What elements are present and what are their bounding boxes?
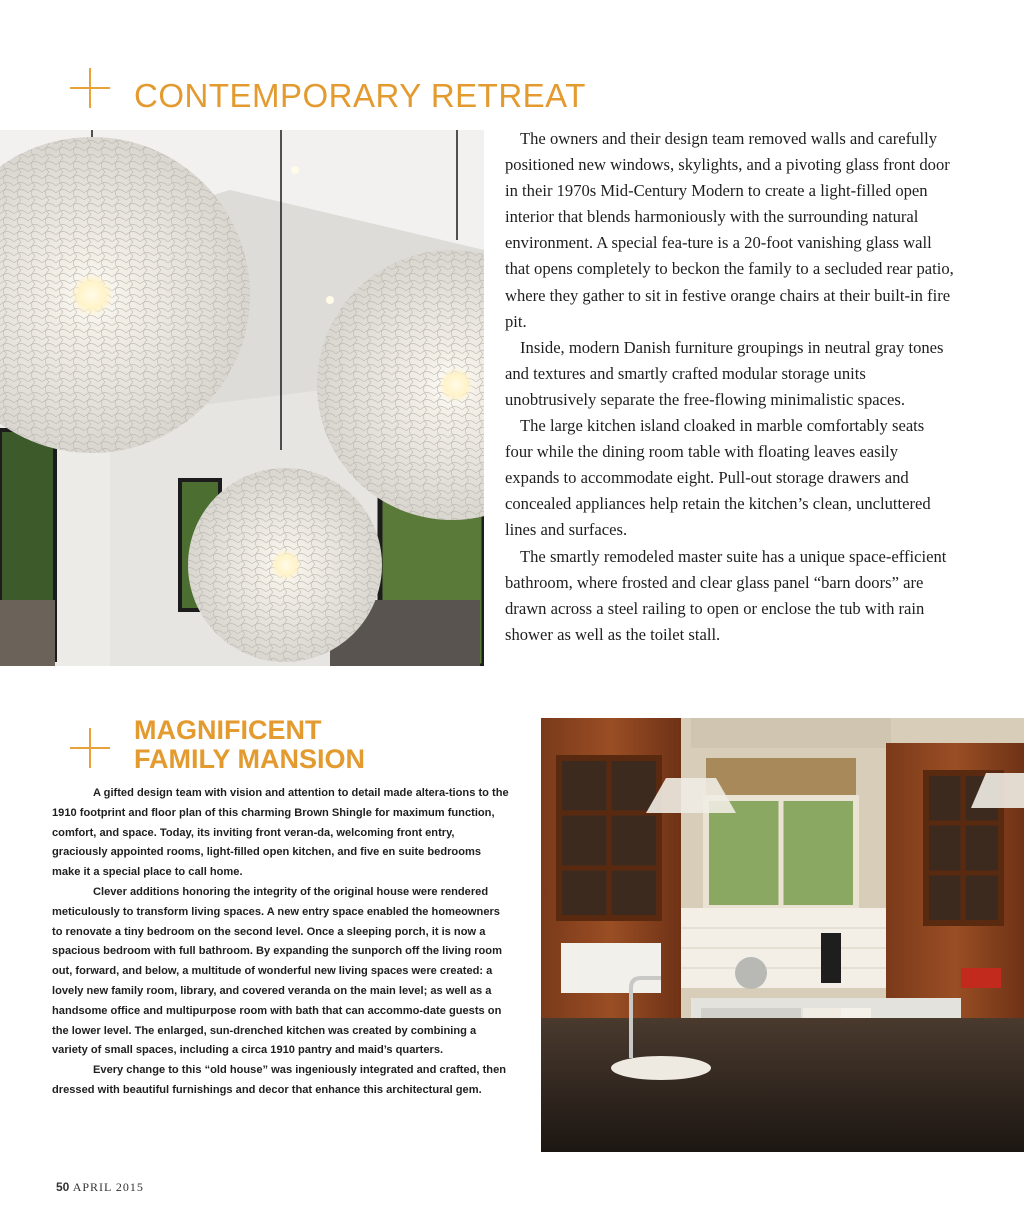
article-body-contemporary [505,126,955,648]
section-title-magnificent-family-mansion [134,716,365,774]
page-footer [56,1180,144,1195]
paragraph: The smartly remodeled master suite has a unique space-efficient bathroom, where frosted and clear glass panel “barn doors” are drawn across a steel railing to open or enclose the tub with rain shower as well as the toilet stall. [505,546,947,644]
plus-ornament-icon [70,728,110,768]
article-body-mansion [52,784,512,1101]
title-line: MAGNIFICENT [134,715,322,745]
title-line: FAMILY MANSION [134,744,366,774]
paragraph: Inside, modern Danish furniture groupings in neutral gray tones and textures and smartly crafted modular storage units unobtrusively separate the free-flowing minimalistic spaces. [505,337,944,409]
paragraph: A gifted design team with vision and attention to detail made altera-tions to the 1910 footprint and floor plan of this charming Brown Shingle for maximum function, comfort, and space. Today, its inviting front veran-da, welcoming front entry, graciously appointed rooms, light-filled open kitchen, and five en suite bedrooms make it a special place to call home. [52,787,509,879]
paragraph: The large kitchen island cloaked in marble comfortably seats four while the dining room table with floating leaves easily expands to accommodate eight. Pull-out storage drawers and concealed appliances help retain the kitchen’s clean, uncluttered lines and surfaces. [505,416,931,540]
kitchen-photo [541,718,1024,1152]
issue-date: APRIL 2015 [72,1180,144,1194]
paragraph: Clever additions honoring the integrity of the original house were rendered meticulously to transform living spaces. A new entry space enabled the homeowners to renovate a tiny bedroom on the second level. Once a sleeping porch, it is now a spacious bedroom with full bathroom. By expanding the sunporch off the living room out, forward, and below, a multitude of wonderful new living spaces were created: a lovely new family room, library, and covered veranda on the main level; as well as a handsome office and multipurpose room with bath that can accommo-date guests on the lower level. The enlarged, sun-drenched kitchen was created by combining a variety of small spaces, including a circa 1910 pantry and maid’s quarters. [52,885,502,1057]
page-number: 50 [56,1180,70,1194]
pendant-lights-photo [0,130,484,666]
paragraph: The owners and their design team removed walls and carefully positioned new windows, skylights, and a pivoting glass front door in their 1970s Mid-Century Modern to create a light-filled open interior that blends harmoniously with the surrounding natural environment. A special fea-ture is a 20-foot vanishing glass wall that opens completely to beckon the family to a secluded rear patio, where they gather to sit in festive orange chairs at their built-in fire pit. [505,129,954,331]
section-title-contemporary-retreat: CONTEMPORARY RETREAT [134,77,586,114]
paragraph: Every change to this “old house” was ingeniously integrated and crafted, then dressed with beautiful furnishings and decor that enhance this architectural gem. [52,1064,507,1096]
plus-ornament-icon [70,68,110,108]
